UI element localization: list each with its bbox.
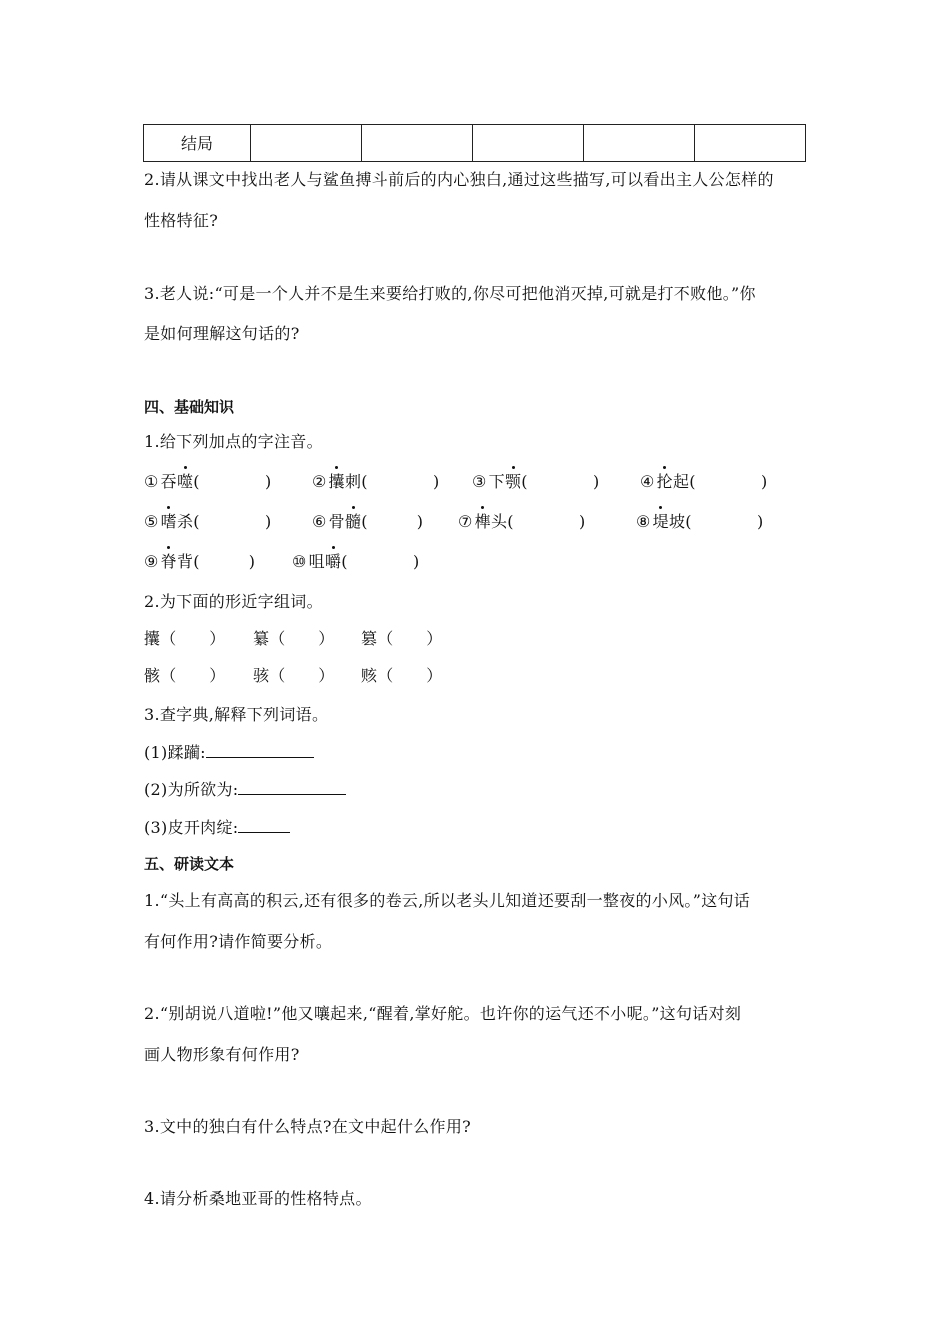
word-item: 骸（ ） [144,666,226,685]
question-text: 是如何理解这句话的? [144,324,300,343]
question-text: 1.“头上有高高的积云,还有很多的卷云,所以老头儿知道还要刮一整夜的小风。”这句话 [144,891,751,910]
definition-label: (2)为所欲为: [144,780,239,799]
answer-paren[interactable]: ( ) [507,512,586,531]
question-text: 1.给下列加点的字注音。 [144,432,323,451]
answer-cell[interactable] [362,125,473,162]
item-number: ⑧ [636,512,651,531]
pinyin-item [292,552,420,572]
item-number: ⑤ [144,512,159,531]
definition-item [144,817,290,838]
section-heading: 五、研读文本 [144,855,235,873]
question-text: 3.文中的独白有什么特点?在文中起什么作用? [144,1117,472,1136]
question-text: 4.请分析桑地亚哥的性格特点。 [144,1189,372,1208]
item-number: ⑨ [144,552,159,571]
answer-paren[interactable]: ( ) [361,512,424,531]
pinyin-item [636,512,764,532]
question-text: 2.“别胡说八道啦!”他又嚷起来,“醒着,掌好舵。也许你的运气还不小呢。”这句话对刻 [144,1004,742,1023]
answer-blank[interactable] [206,742,314,758]
table-row [144,125,806,162]
word-text: 咀 [308,552,325,571]
dotted-char: 噬 [176,472,194,491]
word-text: 头 [490,512,508,531]
dotted-char: 榫 [474,512,491,531]
word-item: 骇（ ） [253,666,335,685]
word-text: 下 [488,472,505,491]
dotted-char: 脊 [160,552,177,571]
item-number: ④ [640,472,655,491]
pinyin-item [458,512,586,532]
row-label: 结局 [144,125,251,162]
answer-paren[interactable]: ( ) [341,552,420,571]
definition-item [144,742,314,763]
item-number: ⑥ [312,512,327,531]
section-heading: 四、基础知识 [144,398,235,416]
answer-cell[interactable] [584,125,695,162]
answer-cell[interactable] [695,125,806,162]
word-text: 杀 [176,512,194,531]
answer-paren[interactable]: ( ) [193,552,256,571]
dotted-char: 颚 [504,472,522,491]
word-text: 起 [672,472,690,491]
definition-item [144,779,346,800]
question-text: 画人物形象有何作用? [144,1045,300,1064]
word-text: 骨 [328,512,345,531]
question-text: 2.请从课文中找出老人与鲨鱼搏斗前后的内心独白,通过这些描写,可以看出主人公怎样的 [144,170,774,189]
dotted-char: 嚼 [324,552,342,571]
pinyin-item [312,472,440,492]
question-text: 3.老人说:“可是一个人并不是生来要给打败的,你尽可把他消灭掉,可就是打不败他。”你 [144,284,756,303]
pinyin-item [640,472,768,492]
pinyin-item [144,472,272,492]
answer-paren[interactable]: ( ) [193,472,272,491]
dotted-char: 髓 [344,512,362,531]
pinyin-item [144,552,255,572]
word-text: 刺 [344,472,362,491]
answer-paren[interactable]: ( ) [361,472,440,491]
pinyin-item [144,512,272,532]
word-item: 赅（ ） [361,666,443,685]
answer-blank[interactable] [238,779,346,795]
pinyin-item [472,472,600,492]
question-text: 有何作用?请作简要分析。 [144,932,333,951]
item-number: ③ [472,472,487,491]
item-number: ② [312,472,327,491]
question-text: 性格特征? [144,211,219,230]
dotted-char: 嗜 [160,512,177,531]
dotted-char: 堤 [652,512,669,531]
answer-cell[interactable] [473,125,584,162]
word-item: 纂（ ） [253,629,335,648]
definition-label: (3)皮开肉绽: [144,818,239,837]
item-number: ① [144,472,159,491]
item-number: ⑦ [458,512,473,531]
dotted-char: 抡 [656,472,673,491]
question-text: 2.为下面的形近字组词。 [144,592,323,611]
answer-blank[interactable] [238,817,290,833]
answer-paren[interactable]: ( ) [689,472,768,491]
word-text: 背 [176,552,194,571]
answer-cell[interactable] [251,125,362,162]
word-text: 吞 [160,472,177,491]
answer-paren[interactable]: ( ) [685,512,764,531]
word-text: 坡 [668,512,686,531]
item-number: ⑩ [292,552,307,571]
word-item: 篡（ ） [361,629,443,648]
answer-paren[interactable]: ( ) [521,472,600,491]
word-item: 攮（ ） [144,629,226,648]
answer-paren[interactable]: ( ) [193,512,272,531]
definition-label: (1)蹂躏: [144,743,206,762]
pinyin-item [312,512,423,532]
question-text: 3.查字典,解释下列词语。 [144,705,329,724]
dotted-char: 攮 [328,472,345,491]
plot-table [143,124,806,162]
